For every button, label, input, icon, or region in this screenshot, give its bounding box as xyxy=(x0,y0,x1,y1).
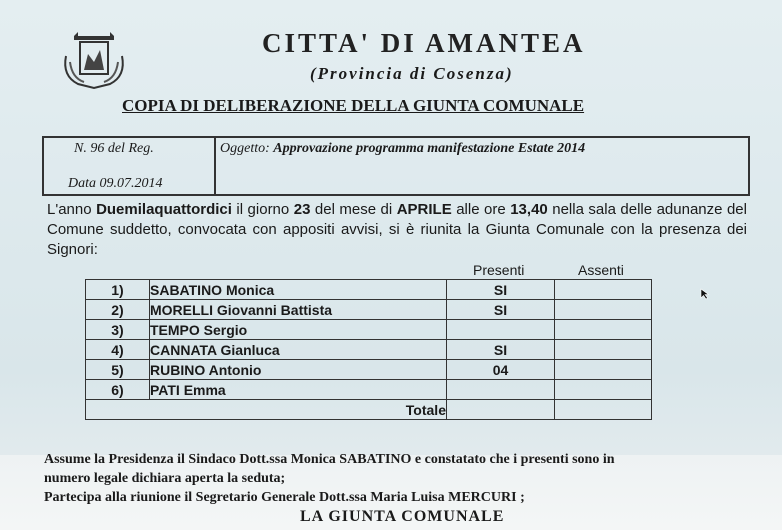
member-present: SI xyxy=(447,300,555,320)
document-title: COPIA DI DELIBERAZIONE DELLA GIUNTA COMUNALE xyxy=(122,96,585,115)
intro-text: nella sala delle adunanze del Comune suddetto, convocata con appositi avvisi, si è riunita la Giunta Comunale con la presenza dei Signori: xyxy=(47,201,747,258)
footer-line-2: numero legale dichiara aperta la seduta; xyxy=(44,471,286,486)
final-heading: LA GIUNTA COMUNALE xyxy=(300,508,505,525)
total-row xyxy=(86,400,652,420)
member-row xyxy=(86,340,652,360)
coat-of-arms-icon xyxy=(58,26,130,92)
intro-text: L'anno xyxy=(47,201,97,218)
member-absent xyxy=(555,280,652,300)
register-box xyxy=(42,136,750,196)
member-present xyxy=(447,320,555,340)
intro-hour: 13,40 xyxy=(510,201,548,218)
member-row xyxy=(86,300,652,320)
intro-text: del mese di xyxy=(310,201,397,218)
member-number: 5) xyxy=(86,360,150,380)
member-number: 6) xyxy=(86,380,150,400)
footer-line-3: Partecipa alla riunione il Segretario Generale Dott.ssa Maria Luisa MERCURI ; xyxy=(44,490,525,505)
mouse-cursor-icon xyxy=(700,288,710,300)
subject-label: Oggetto: xyxy=(220,141,270,156)
subject xyxy=(220,141,585,157)
member-absent xyxy=(555,340,652,360)
members-table xyxy=(85,279,652,420)
intro-day: 23 xyxy=(293,201,311,218)
register-date: Data 09.07.2014 xyxy=(68,176,163,191)
member-number: 4) xyxy=(86,340,150,360)
register-number: N. 96 del Reg. xyxy=(74,141,154,156)
member-number: 3) xyxy=(86,320,150,340)
member-row xyxy=(86,360,652,380)
absent-column-header: Assenti xyxy=(578,262,624,278)
member-name: PATI Emma xyxy=(150,380,447,400)
total-absent xyxy=(555,400,652,420)
intro-month: APRILE xyxy=(396,201,452,218)
province-name: (Provincia di Cosenza) xyxy=(310,64,514,83)
member-number: 1) xyxy=(86,280,150,300)
member-present xyxy=(447,380,555,400)
member-row xyxy=(86,320,652,340)
intro-year: Duemilaquattordici xyxy=(96,201,232,218)
member-name: TEMPO Sergio xyxy=(150,320,447,340)
member-present: SI xyxy=(447,280,555,300)
register-number-cell xyxy=(44,138,216,194)
footer-line-1: Assume la Presidenza il Sindaco Dott.ssa Monica SABATINO e constatato che i presenti sono in xyxy=(44,452,615,467)
intro-text: il giorno xyxy=(231,201,294,218)
member-name: RUBINO Antonio xyxy=(150,360,447,380)
member-absent xyxy=(555,300,652,320)
city-name: CITTA' DI AMANTEA xyxy=(262,28,586,58)
member-row xyxy=(86,380,652,400)
total-present xyxy=(447,400,555,420)
member-name: SABATINO Monica xyxy=(150,280,447,300)
member-present: SI xyxy=(447,340,555,360)
member-absent xyxy=(555,320,652,340)
member-name: CANNATA Gianluca xyxy=(150,340,447,360)
member-absent xyxy=(555,380,652,400)
member-absent xyxy=(555,360,652,380)
present-column-header: Presenti xyxy=(473,262,525,278)
intro-text: alle ore xyxy=(451,201,511,218)
member-present: 04 xyxy=(447,360,555,380)
member-name: MORELLI Giovanni Battista xyxy=(150,300,447,320)
member-row xyxy=(86,280,652,300)
member-number: 2) xyxy=(86,300,150,320)
total-label: Totale xyxy=(86,400,447,420)
subject-text: Approvazione programma manifestazione Estate 2014 xyxy=(273,141,586,156)
intro-paragraph xyxy=(47,200,747,260)
